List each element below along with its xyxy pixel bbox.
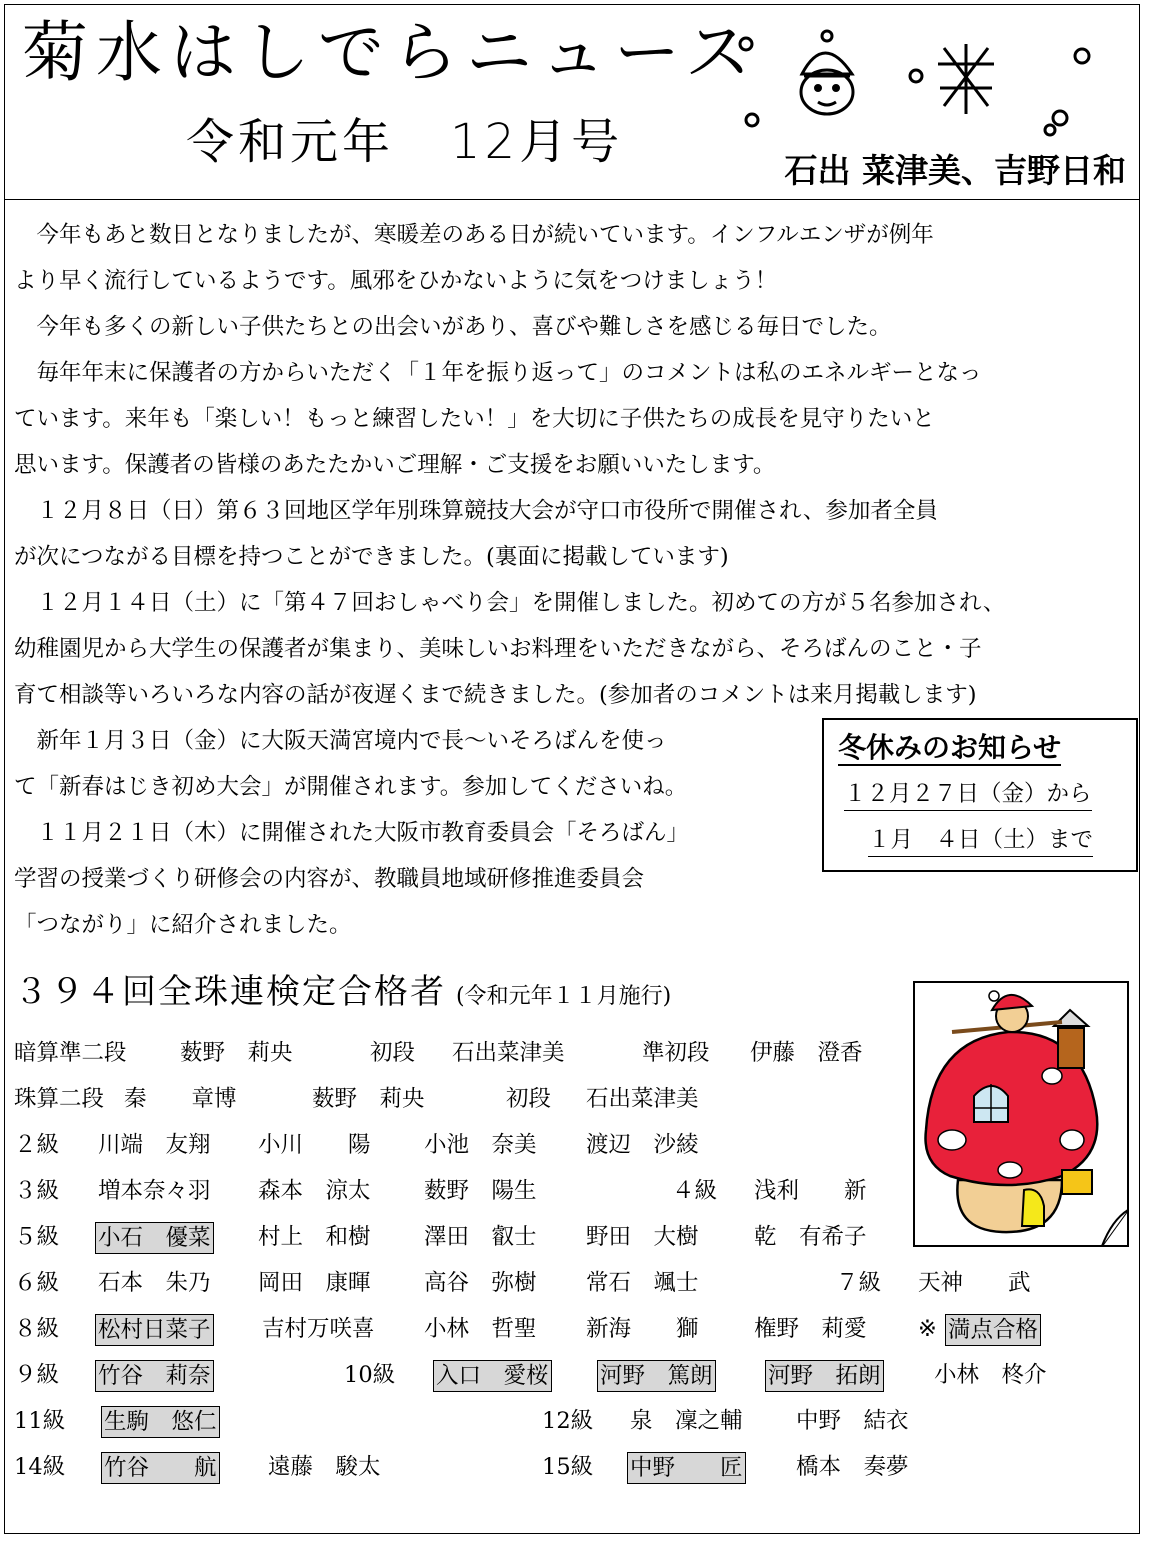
results-subtitle: (令和元年１１月施行) (456, 984, 672, 1009)
snow-dot-icon (1045, 125, 1055, 135)
result-entry: 薮野 陽生 (424, 1178, 537, 1204)
snow-dot-icon (740, 38, 752, 50)
snow-dot-icon (746, 114, 758, 126)
paragraph-line: １２月８日（日）第６３回地区学年別珠算競技大会が守口市役所で開催され、参加者全員 (14, 498, 938, 524)
result-entry: 橋本 奏夢 (796, 1454, 909, 1480)
paragraph-line: が次につながる目標を持つことができました。(裏面に掲載しています) (14, 544, 729, 570)
results-heading (14, 964, 671, 1013)
highlighted-result-entry: 竹谷 航 (101, 1452, 220, 1484)
result-entry: 村上 和樹 (258, 1224, 371, 1250)
newsletter-title: 菊水はしでらニュース (22, 14, 759, 91)
paragraph-line: 「つながり」に紹介されました。 (14, 912, 352, 938)
paragraph-line: １１月２１日（木）に開催された大阪市教育委員会「そろばん」 (14, 820, 690, 846)
result-entry: 石本 朱乃 (98, 1270, 211, 1296)
result-entry: 常石 颯士 (586, 1270, 699, 1296)
result-entry: 石出菜津美 (586, 1086, 699, 1112)
result-entry: 初段 (506, 1086, 552, 1112)
winter-break-notice (822, 718, 1138, 872)
result-entry: 乾 有希子 (754, 1224, 867, 1250)
result-entry: ９級 (14, 1362, 60, 1388)
result-entry: 小林 哲聖 (424, 1316, 537, 1342)
result-entry: 伊藤 澄香 (750, 1040, 863, 1066)
paragraph-line: 新年１月３日（金）に大阪天満宮境内で長～いそろばんを使っ (14, 728, 667, 754)
notice-from-date: １２月２７日（金）から (844, 778, 1092, 811)
result-entry: 新海 獅 (586, 1316, 699, 1342)
result-entry: 14級 (14, 1454, 66, 1480)
result-entry: 準初段 (642, 1040, 710, 1066)
result-entry: 遠藤 駿太 (268, 1454, 381, 1480)
result-entry: 15級 (542, 1454, 594, 1480)
result-entry: 初段 (370, 1040, 416, 1066)
highlighted-result-entry: 竹谷 莉奈 (95, 1360, 214, 1392)
result-entry: 川端 友翔 (98, 1132, 211, 1158)
result-entry: 澤田 叡士 (424, 1224, 537, 1250)
result-entry: 小川 陽 (258, 1132, 371, 1158)
result-entry: 石出菜津美 (452, 1040, 565, 1066)
highlighted-result-entry: 松村日菜子 (95, 1314, 214, 1346)
result-entry: 珠算二段 (14, 1086, 105, 1112)
paragraph-line: 今年も多くの新しい子供たちとの出会いがあり、喜びや難しさを感じる毎日でした。 (14, 314, 892, 340)
highlighted-result-entry: 中野 匠 (627, 1452, 746, 1484)
result-entry: 暗算準二段 (14, 1040, 127, 1066)
result-entry: ８級 (14, 1316, 60, 1342)
highlighted-result-entry: 入口 愛桜 (433, 1360, 552, 1392)
highlighted-result-entry: 生駒 悠仁 (101, 1406, 220, 1438)
paragraph-line: 幼稚園児から大学生の保護者が集まり、美味しいお料理をいただきながら、そろばんのこと・子 (14, 636, 982, 662)
result-entry: ７級 (836, 1270, 882, 1296)
result-entry: 中野 結衣 (796, 1408, 909, 1434)
result-entry: 吉村万咲喜 (262, 1316, 375, 1342)
snowflake-icon (938, 44, 994, 114)
result-entry: ４級 (672, 1178, 718, 1204)
result-entry: 薮野 莉央 (312, 1086, 425, 1112)
result-entry: ６級 (14, 1270, 60, 1296)
header (4, 4, 1140, 200)
paragraph-line: より早く流行しているようです。風邪をひかないように気をつけましょう！ (14, 268, 778, 294)
result-entry: ※ (918, 1316, 937, 1342)
result-entry: 10級 (344, 1362, 396, 1388)
issue-label (186, 114, 624, 170)
result-entry: 浅利 新 (754, 1178, 867, 1204)
highlighted-result-entry: 満点合格 (945, 1314, 1041, 1346)
highlighted-result-entry: 河野 拓朗 (765, 1360, 884, 1392)
result-entry: 岡田 康暉 (258, 1270, 371, 1296)
results-title: ３９４回全珠連検定合格者 (14, 972, 446, 1012)
snow-decoration-illustration (704, 14, 1124, 144)
result-entry: 11級 (14, 1408, 66, 1434)
snow-dot-icon (1053, 111, 1067, 125)
snowman-face-icon (801, 31, 853, 114)
paragraph-line: 学習の授業づくり研修会の内容が、教職員地域研修推進委員会 (14, 866, 645, 892)
result-entry: 薮野 莉央 (180, 1040, 293, 1066)
notice-title-text: 冬休みのお知らせ (838, 731, 1062, 764)
result-entry: 小池 奈美 (424, 1132, 537, 1158)
notice-title (838, 726, 1061, 766)
highlighted-result-entry: 河野 篤朗 (597, 1360, 716, 1392)
news-body-full (14, 212, 1005, 718)
result-entry: ５級 (14, 1224, 60, 1250)
highlighted-result-entry: 小石 優菜 (95, 1222, 214, 1254)
result-entry: ２級 (14, 1132, 60, 1158)
result-entry: 野田 大樹 (586, 1224, 699, 1250)
result-entry: 高谷 弥樹 (424, 1270, 537, 1296)
paragraph-line: ています。来年も「楽しい！もっと練習したい！」を大切に子供たちの成長を見守りたいと (14, 406, 935, 432)
result-entry: 渡辺 沙綾 (586, 1132, 699, 1158)
issue-era: 令和元年 (186, 114, 395, 170)
result-entry: 権野 莉愛 (754, 1316, 867, 1342)
paragraph-line: て「新春はじき初め大会」が開催されます。参加してくださいね。 (14, 774, 688, 800)
snow-dot-icon (910, 70, 922, 82)
paragraph-line: 思います。保護者の皆様のあたたかいご理解・ご支援をお願いいたします。 (14, 452, 776, 478)
result-entry: 小林 柊介 (934, 1362, 1047, 1388)
result-entry: 増本奈々羽 (98, 1178, 211, 1204)
issue-month: 12月号 (450, 114, 624, 170)
result-entry: 泉 凜之輔 (630, 1408, 743, 1434)
paragraph-line: 毎年年末に保護者の方からいただく「１年を振り返って」のコメントは私のエネルギーとなっ (14, 360, 982, 386)
mushroom-house-illustration (912, 980, 1132, 1250)
paragraph-line: 育て相談等いろいろな内容の話が夜遅くまで続きました。(参加者のコメントは来月掲載します) (14, 682, 977, 708)
paragraph-line: １２月１４日（土）に「第４７回おしゃべり会」を開催しました。初めての方が５名参加され、 (14, 590, 1006, 616)
result-entry: ３級 (14, 1178, 60, 1204)
result-entry: 天神 武 (918, 1270, 1031, 1296)
news-body-narrow (14, 718, 689, 948)
notice-to-date: １月 ４日（土）まで (868, 824, 1093, 857)
result-entry: 秦 章博 (124, 1086, 237, 1112)
result-entry: 12級 (542, 1408, 594, 1434)
snow-dot-icon (1075, 49, 1089, 63)
paragraph-line: 今年もあと数日となりましたが、寒暖差のある日が続いています。インフルエンザが例年 (14, 222, 934, 248)
authors: 石出 菜津美、吉野日和 (784, 151, 1126, 190)
result-entry: 森本 涼太 (258, 1178, 371, 1204)
